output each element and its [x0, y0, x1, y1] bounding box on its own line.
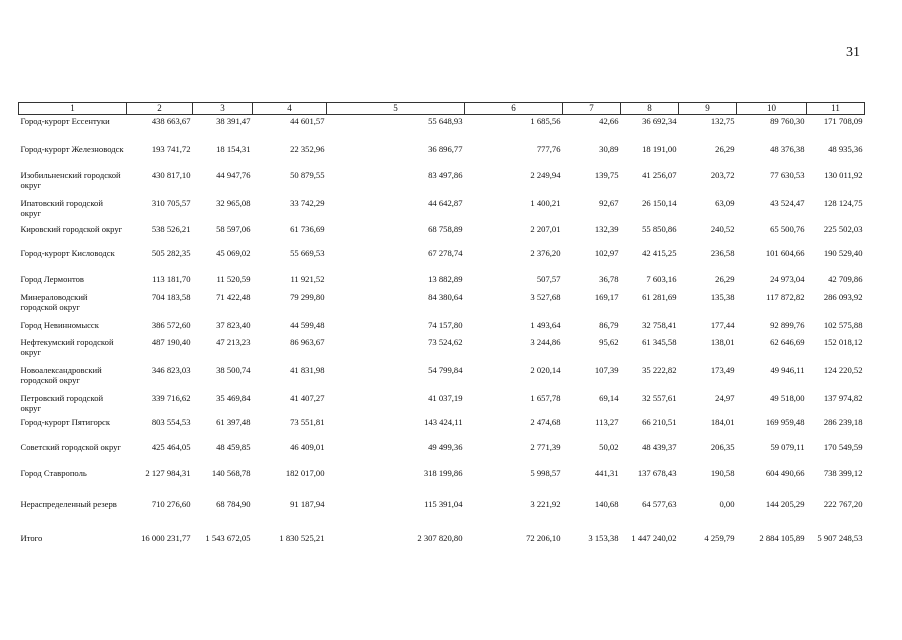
value-cell: 170 549,59: [823, 441, 863, 452]
value-cell: 4 259,79: [704, 532, 735, 543]
value-cell: 13 882,89: [428, 273, 463, 284]
table-row: [19, 291, 865, 319]
value-cell: 3 221,92: [530, 498, 561, 509]
value-cell: 1 400,21: [530, 197, 561, 208]
value-cell: 62 646,69: [770, 336, 805, 347]
value-cell: 22 352,96: [290, 143, 325, 154]
value-cell: 117 872,82: [766, 291, 805, 302]
value-cell: 1 685,56: [530, 116, 561, 126]
value-cell: 5 998,57: [530, 467, 561, 478]
value-cell: 42 709,86: [828, 273, 863, 284]
value-cell: 18 191,00: [642, 143, 677, 154]
value-cell: 41 831,98: [290, 364, 325, 375]
value-cell: 0,00: [719, 498, 735, 509]
value-cell: 36 692,34: [642, 116, 677, 126]
table-header-row: [19, 103, 865, 115]
value-cell: 286 093,92: [823, 291, 863, 302]
value-cell: 11 520,59: [216, 273, 251, 284]
value-cell: 1 543 672,05: [205, 532, 251, 543]
column-header: 11: [807, 103, 865, 115]
value-cell: 95,62: [599, 336, 619, 347]
value-cell: 2 474,68: [530, 416, 561, 427]
table-row: [19, 336, 865, 364]
table-body: [19, 115, 865, 552]
row-label-cell: Город Ставрополь: [20, 467, 87, 478]
value-cell: 61 345,58: [642, 336, 677, 347]
row-label-cell: Город-курорт Кисловодск: [20, 247, 115, 258]
table-row: [19, 441, 865, 467]
value-cell: 35 222,82: [642, 364, 677, 375]
value-cell: 5 907 248,53: [817, 532, 863, 543]
column-header: 2: [127, 103, 193, 115]
value-cell: 79 299,80: [290, 291, 325, 302]
value-cell: 74 157,80: [428, 319, 463, 330]
value-cell: 59 079,11: [770, 441, 805, 452]
value-cell: 505 282,35: [151, 247, 191, 258]
value-cell: 1 447 240,02: [631, 532, 677, 543]
value-cell: 61 736,69: [290, 223, 325, 234]
value-cell: 132,39: [594, 223, 619, 234]
value-cell: 48 459,85: [216, 441, 251, 452]
value-cell: 89 760,30: [770, 116, 805, 126]
value-cell: 50,02: [599, 441, 619, 452]
value-cell: 777,76: [536, 143, 561, 154]
value-cell: 190 529,40: [823, 247, 863, 258]
row-label-cell: Минераловодский городской округ: [20, 291, 88, 312]
value-cell: 92 899,76: [770, 319, 805, 330]
value-cell: 46 409,01: [290, 441, 325, 452]
value-cell: 386 572,60: [151, 319, 191, 330]
value-cell: 26,29: [715, 143, 735, 154]
value-cell: 438 663,67: [151, 116, 191, 126]
value-cell: 55 669,53: [290, 247, 325, 258]
value-cell: 171 708,09: [823, 116, 863, 126]
table-row: [19, 197, 865, 223]
value-cell: 206,35: [710, 441, 735, 452]
row-label-cell: Итого: [20, 532, 43, 543]
value-cell: 132,75: [710, 116, 735, 126]
value-cell: 45 069,02: [216, 247, 251, 258]
row-label-cell: Город Невинномысск: [20, 319, 99, 330]
value-cell: 44 599,48: [290, 319, 325, 330]
value-cell: 30,89: [599, 143, 619, 154]
value-cell: 115 391,04: [424, 498, 463, 509]
value-cell: 48 439,37: [642, 441, 677, 452]
budget-table: [18, 102, 865, 552]
value-cell: 47 213,23: [216, 336, 251, 347]
value-cell: 2 376,20: [530, 247, 561, 258]
value-cell: 135,38: [710, 291, 735, 302]
value-cell: 32 557,61: [642, 392, 677, 403]
value-cell: 803 554,53: [151, 416, 191, 427]
value-cell: 113 181,70: [152, 273, 191, 284]
value-cell: 704 183,58: [151, 291, 191, 302]
value-cell: 44 601,57: [290, 116, 325, 126]
value-cell: 63,09: [715, 197, 735, 208]
row-label-cell: Город Лермонтов: [20, 273, 84, 284]
value-cell: 3 153,38: [588, 532, 619, 543]
column-header: 6: [465, 103, 563, 115]
page-number: 31: [846, 45, 860, 60]
column-header: 5: [327, 103, 465, 115]
value-cell: 54 799,84: [428, 364, 463, 375]
value-cell: 91 187,94: [290, 498, 325, 509]
value-cell: 86 963,67: [290, 336, 325, 347]
value-cell: 604 490,66: [765, 467, 805, 478]
value-cell: 2 771,39: [530, 441, 561, 452]
value-cell: 77 630,53: [770, 169, 805, 180]
value-cell: 42 415,25: [642, 247, 677, 258]
value-cell: 50 879,55: [290, 169, 325, 180]
value-cell: 101 604,66: [765, 247, 805, 258]
row-label-cell: Новоалександровский городской округ: [20, 364, 102, 385]
value-cell: 48 376,38: [770, 143, 805, 154]
row-label-cell: Советский городской округ: [20, 441, 121, 452]
column-header: 3: [193, 103, 253, 115]
value-cell: 203,72: [710, 169, 735, 180]
value-cell: 2 207,01: [530, 223, 561, 234]
value-cell: 286 239,18: [823, 416, 863, 427]
value-cell: 68 784,90: [216, 498, 251, 509]
value-cell: 137 974,82: [823, 392, 863, 403]
column-header: 1: [19, 103, 127, 115]
value-cell: 425 464,05: [151, 441, 191, 452]
value-cell: 32 758,41: [642, 319, 677, 330]
value-cell: 86,79: [599, 319, 619, 330]
value-cell: 55 850,86: [642, 223, 677, 234]
value-cell: 140,68: [594, 498, 619, 509]
table-row: [19, 364, 865, 392]
value-cell: 538 526,21: [151, 223, 191, 234]
value-cell: 64 577,63: [642, 498, 677, 509]
value-cell: 36,78: [599, 273, 619, 284]
column-header: 4: [253, 103, 327, 115]
row-label-cell: Город-курорт Железноводск: [20, 143, 124, 154]
value-cell: 102,97: [594, 247, 619, 258]
value-cell: 318 199,86: [423, 467, 463, 478]
value-cell: 339 716,62: [151, 392, 191, 403]
value-cell: 441,31: [594, 467, 619, 478]
value-cell: 71 422,48: [216, 291, 251, 302]
value-cell: 58 597,06: [216, 223, 251, 234]
value-cell: 346 823,03: [151, 364, 191, 375]
row-label-cell: Город-курорт Пятигорск: [20, 416, 111, 427]
value-cell: 1 830 525,21: [279, 532, 325, 543]
value-cell: 487 190,40: [151, 336, 191, 347]
value-cell: 68 758,89: [428, 223, 463, 234]
value-cell: 32 965,08: [216, 197, 251, 208]
value-cell: 49 946,11: [770, 364, 805, 375]
value-cell: 184,01: [710, 416, 735, 427]
value-cell: 2 249,94: [530, 169, 561, 180]
value-cell: 36 896,77: [428, 143, 463, 154]
value-cell: 65 500,76: [770, 223, 805, 234]
value-cell: 124 220,52: [823, 364, 863, 375]
value-cell: 61 397,48: [216, 416, 251, 427]
value-cell: 41 407,27: [290, 392, 325, 403]
value-cell: 193 741,72: [151, 143, 191, 154]
value-cell: 7 603,16: [646, 273, 677, 284]
value-cell: 24,97: [715, 392, 735, 403]
value-cell: 3 244,86: [530, 336, 561, 347]
value-cell: 177,44: [710, 319, 735, 330]
value-cell: 41 256,07: [642, 169, 677, 180]
row-label-cell: Нефтекумский городской округ: [20, 336, 114, 357]
value-cell: 143 424,11: [424, 416, 463, 427]
table-row: [19, 319, 865, 336]
column-header: 10: [737, 103, 807, 115]
row-label-cell: Нераспределенный резерв: [20, 498, 117, 509]
row-label-cell: Ипатовский городской округ: [20, 197, 103, 218]
value-cell: 26,29: [715, 273, 735, 284]
value-cell: 66 210,51: [642, 416, 677, 427]
value-cell: 67 278,74: [428, 247, 463, 258]
value-cell: 236,58: [710, 247, 735, 258]
value-cell: 2 307 820,80: [417, 532, 463, 543]
value-cell: 2 884 105,89: [759, 532, 805, 543]
value-cell: 44 947,76: [216, 169, 251, 180]
value-cell: 138,01: [710, 336, 735, 347]
table-row: [19, 498, 865, 532]
value-cell: 61 281,69: [642, 291, 677, 302]
value-cell: 38 391,47: [216, 116, 251, 126]
value-cell: 92,67: [599, 197, 619, 208]
value-cell: 83 497,86: [428, 169, 463, 180]
value-cell: 430 817,10: [151, 169, 191, 180]
table-row: [19, 467, 865, 498]
value-cell: 33 742,29: [290, 197, 325, 208]
value-cell: 102 575,88: [823, 319, 863, 330]
value-cell: 107,39: [594, 364, 619, 375]
row-label-cell: Петровский городской округ: [20, 392, 104, 413]
value-cell: 2 020,14: [530, 364, 561, 375]
value-cell: 137 678,43: [637, 467, 677, 478]
value-cell: 169,17: [594, 291, 619, 302]
value-cell: 37 823,40: [216, 319, 251, 330]
value-cell: 26 150,14: [642, 197, 677, 208]
value-cell: 152 018,12: [823, 336, 863, 347]
value-cell: 84 380,64: [428, 291, 463, 302]
value-cell: 128 124,75: [823, 197, 863, 208]
row-label-cell: Город-курорт Ессентуки: [20, 116, 110, 126]
value-cell: 49 518,00: [770, 392, 805, 403]
value-cell: 1 493,64: [530, 319, 561, 330]
value-cell: 72 206,10: [526, 532, 561, 543]
value-cell: 182 017,00: [285, 467, 325, 478]
value-cell: 16 000 231,77: [141, 532, 191, 543]
value-cell: 2 127 984,31: [145, 467, 191, 478]
value-cell: 225 502,03: [823, 223, 863, 234]
table-row: [19, 416, 865, 441]
value-cell: 222 767,20: [823, 498, 863, 509]
table-row: [19, 223, 865, 247]
table-row: [19, 143, 865, 169]
value-cell: 113,27: [595, 416, 619, 427]
table-row: [19, 392, 865, 416]
value-cell: 11 921,52: [290, 273, 325, 284]
value-cell: 240,52: [710, 223, 735, 234]
value-cell: 42,66: [599, 116, 619, 126]
value-cell: 139,75: [594, 169, 619, 180]
value-cell: 130 011,92: [824, 169, 863, 180]
value-cell: 738 399,12: [823, 467, 863, 478]
value-cell: 310 705,57: [151, 197, 191, 208]
value-cell: 49 499,36: [428, 441, 463, 452]
table-row: [19, 273, 865, 291]
value-cell: 169 959,48: [765, 416, 805, 427]
value-cell: 73 551,81: [290, 416, 325, 427]
table-row: [19, 169, 865, 197]
value-cell: 55 648,93: [428, 116, 463, 126]
value-cell: 38 500,74: [216, 364, 251, 375]
row-label-cell: Кировский городской округ: [20, 223, 123, 234]
value-cell: 144 205,29: [765, 498, 805, 509]
column-header: 8: [621, 103, 679, 115]
value-cell: 41 037,19: [428, 392, 463, 403]
column-header: 9: [679, 103, 737, 115]
value-cell: 43 524,47: [770, 197, 805, 208]
value-cell: 44 642,87: [428, 197, 463, 208]
table-row: [19, 115, 865, 143]
value-cell: 1 657,78: [530, 392, 561, 403]
value-cell: 140 568,78: [211, 467, 251, 478]
total-row: [19, 532, 865, 552]
value-cell: 35 469,84: [216, 392, 251, 403]
value-cell: 507,57: [536, 273, 561, 284]
value-cell: 190,58: [710, 467, 735, 478]
value-cell: 173,49: [710, 364, 735, 375]
value-cell: 710 276,60: [151, 498, 191, 509]
value-cell: 3 527,68: [530, 291, 561, 302]
value-cell: 73 524,62: [428, 336, 463, 347]
table-row: [19, 247, 865, 273]
value-cell: 48 935,36: [828, 143, 863, 154]
column-header: 7: [563, 103, 621, 115]
value-cell: 24 973,04: [770, 273, 805, 284]
row-label-cell: Изобильненский городской округ: [20, 169, 121, 190]
value-cell: 18 154,31: [216, 143, 251, 154]
value-cell: 69,14: [599, 392, 619, 403]
